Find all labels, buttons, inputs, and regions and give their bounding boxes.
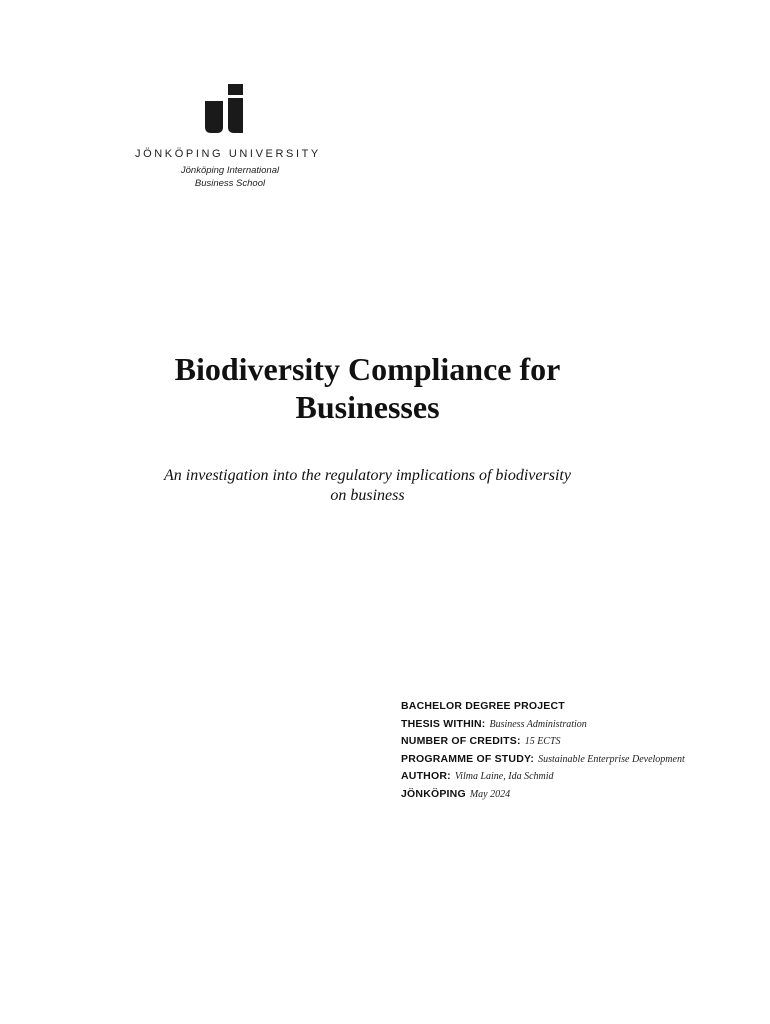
meta-label: THESIS WITHIN: (401, 717, 486, 730)
jonkoping-university-logo-icon (203, 84, 245, 134)
thesis-metadata (401, 700, 761, 805)
thesis-title-line-1: Biodiversity Compliance for (174, 351, 561, 387)
meta-row-thesis-within (401, 718, 761, 736)
meta-label: BACHELOR DEGREE PROJECT (401, 700, 565, 712)
business-school-name (160, 164, 300, 190)
meta-value: Sustainable Enterprise Development (538, 753, 685, 765)
meta-label: JÖNKÖPING (401, 787, 466, 800)
thesis-title (100, 350, 635, 426)
meta-label: PROGRAMME OF STUDY: (401, 752, 535, 765)
thesis-title-line-2: Businesses (295, 389, 440, 425)
thesis-subtitle-line-1: An investigation into the regulatory implications of biodiversity (164, 467, 571, 484)
meta-row-author (401, 770, 761, 788)
meta-label: NUMBER OF CREDITS: (401, 735, 521, 747)
meta-label: AUTHOR: (401, 770, 451, 782)
meta-row-credits (401, 735, 761, 753)
meta-value: Vilma Laine, Ida Schmid (454, 771, 554, 782)
school-name-line-2: Business School (194, 178, 266, 189)
university-wordmark: JÖNKÖPING UNIVERSITY (135, 148, 321, 160)
thesis-subtitle-line-2: on business (330, 487, 405, 504)
school-name-line-1: Jönköping International (180, 165, 280, 176)
meta-value: Business Administration (489, 718, 587, 730)
meta-row-place-date (401, 788, 761, 806)
meta-value: May 2024 (469, 788, 511, 800)
meta-row-programme (401, 753, 761, 771)
thesis-subtitle (100, 466, 635, 506)
meta-value: 15 ECTS (524, 736, 561, 747)
meta-row-degree (401, 700, 761, 718)
